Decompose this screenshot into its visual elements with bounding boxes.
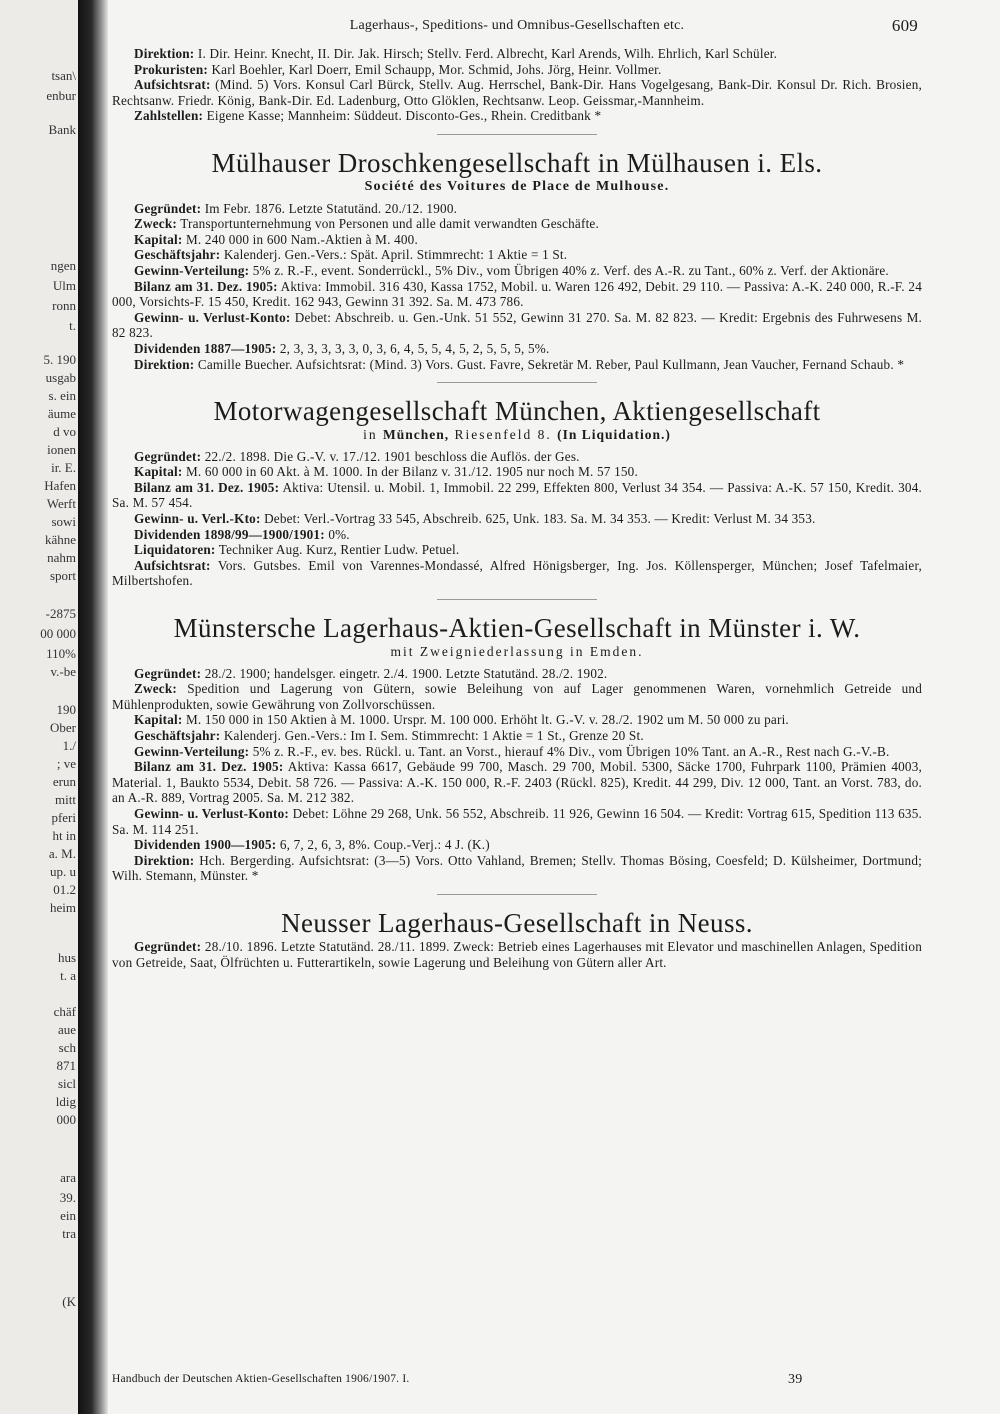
entry-paragraph <box>112 558 922 589</box>
field-text: Eigene Kasse; Mannheim: Süddeut. Disconto-Ges., Rhein. Creditbank * <box>206 108 602 124</box>
entry-paragraph <box>112 712 922 728</box>
page-footer <box>112 1372 812 1388</box>
field-text: Hch. Bergerding. Aufsichtsrat: (3—5) Vors. Otto Vahland, Bremen; Stellv. Thomas Bösing, Coesfeld; D. Külsheimer, Dortmund; Wilh. Stemann, Münster. * <box>112 852 923 884</box>
company-entry <box>112 907 922 970</box>
facing-page-fragment: ldig <box>55 1094 76 1109</box>
field-label: Gewinn- u. Verlust-Konto: <box>134 805 289 821</box>
facing-page-fragment: tsan\ <box>51 68 76 83</box>
company-title: Münstersche Lagerhaus-Aktien-Gesellschaft in Münster i. W. <box>173 613 861 644</box>
book-gutter <box>78 0 108 1414</box>
field-text: 6, 7, 2, 6, 3, 8%. Coup.-Verj.: 4 J. (K.) <box>279 837 490 853</box>
field-text: Techniker Aug. Kurz, Rentier Ludw. Petuel. <box>218 542 460 558</box>
field-text: 5% z. R.-F., ev. bes. Rückl. u. Tant. an Vorst., hierauf 4% Div., vom Übrigen 10% Tant. an A.-R., Rest nach G.-V.-B. <box>252 743 890 759</box>
facing-page-fragment: tra <box>62 1226 76 1241</box>
facing-page-fragment: hus <box>57 950 76 965</box>
facing-page-fragment: 190 <box>56 702 76 717</box>
field-text: Vors. Gutsbes. Emil von Varennes-Mondassé, Alfred Hönigsberger, Ing. Jos. Köllensperger, München; Josef Tafelmaier, Milbertshofen. <box>112 557 922 589</box>
facing-page-fragment: s. ein <box>48 388 76 403</box>
entry-paragraph <box>112 728 922 744</box>
field-label: Liquidatoren: <box>134 542 216 558</box>
facing-page-fragment: sch <box>58 1040 76 1055</box>
company-subtitle: Société des Voitures de Place de Mulhouse. <box>364 178 670 194</box>
field-label: Gewinn- u. Verlust-Konto: <box>134 309 291 325</box>
facing-page-fragment: t. <box>69 318 76 333</box>
facing-page-fragment: 00 000 <box>40 626 76 641</box>
entry-paragraph <box>112 527 922 543</box>
subtitle-address: Riesenfeld 8. <box>454 427 552 443</box>
facing-page-fragment: ngen <box>50 258 76 273</box>
field-text: M. 240 000 in 600 Nam.-Aktien à M. 400. <box>186 231 418 247</box>
field-label: Geschäftsjahr: <box>134 728 221 743</box>
separator <box>437 134 597 135</box>
field-label: Dividenden 1900—1905: <box>134 837 277 853</box>
field-label: Gewinn- u. Verl.-Kto: <box>134 511 261 527</box>
field-label: Gegründet: <box>134 938 202 954</box>
signature-mark: 39 <box>788 1372 803 1388</box>
facing-page-fragment: 871 <box>56 1058 76 1073</box>
facing-page-fragment: 110% <box>46 646 76 661</box>
field-label: Bilanz am 31. Dez. 1905: <box>134 278 278 294</box>
facing-page-fragment: d vo <box>53 424 76 439</box>
field-text: Aktiva: Kassa 6617, Gebäude 99 700, Masch. 29 700, Mobil. 5300, Säcke 1700, Fuhrpark 1100, Prämien 4003, Material. 1, Baukto 5534, Debit. 58 726. — Passiva: A.-K. 150 000, R.-F. 2403 (Rückl. 825), Kredit. 44 299, Div. 12 000, Tant. an Vorst. 783, do. an A.-R. 889, Vortrag 2005. Sa. M. 212 382. <box>112 759 923 806</box>
field-label: Gegründet: <box>134 665 202 681</box>
facing-page-fragment: -2875 <box>45 606 76 621</box>
entry-paragraph <box>112 666 922 682</box>
facing-page-fragment: sicl <box>57 1076 76 1091</box>
field-text: 28./10. 1896. Letzte Statutänd. 28./11. 1899. Zweck: Betrieb eines Lagerhauses mit Elevator und maschinellen Anlagen, Spedition von Getreide, Saat, Ölfrüchten u. Futterartikeln, sowie Lagerung und Beleihung von Gütern aller Art. <box>112 938 922 970</box>
field-text: Debet: Abschreib. u. Gen.-Unk. 51 552, Gewinn 31 270. Sa. M. 82 823. — Kredit: Ergebnis des Fuhrwesens M. 82 823. <box>112 309 922 341</box>
facing-page-fragment: 1./ <box>62 738 76 753</box>
field-text: M. 150 000 in 150 Aktien à M. 1000. Urspr. M. 100 000. Erhöht lt. G.-V. v. 28./2. 1902 um M. 50 000 zu pari. <box>186 712 789 728</box>
separator <box>437 599 597 600</box>
company-title: Neusser Lagerhaus-Gesellschaft in Neuss. <box>281 907 753 938</box>
field-text: M. 60 000 in 60 Akt. à M. 1000. In der Bilanz v. 31./12. 1905 nur noch M. 57 150. <box>186 464 638 480</box>
entry-paragraph <box>112 759 922 806</box>
entry-paragraph <box>112 939 922 970</box>
facing-page-fragment: nahm <box>47 550 76 565</box>
facing-page-fragment: 5. 190 <box>43 352 76 367</box>
field-label: Aufsichtsrat: <box>134 77 211 93</box>
field-label: Zweck: <box>134 681 177 697</box>
facing-page-fragment: chäf <box>53 1004 76 1019</box>
entry-paragraph <box>112 62 922 78</box>
entry-paragraph <box>112 201 922 217</box>
entry-paragraph <box>112 511 922 527</box>
facing-page-fragment: 000 <box>56 1112 76 1127</box>
facing-page-fragment: äume <box>47 406 76 421</box>
entry-paragraph <box>112 232 922 248</box>
facing-page-fragment: heim <box>50 900 76 915</box>
facing-page-fragment: ein <box>60 1208 76 1223</box>
page <box>112 18 922 1388</box>
entry-paragraph <box>112 46 922 62</box>
facing-page-fragment: ; ve <box>56 756 76 771</box>
company-subtitle <box>112 427 922 443</box>
field-text: 5% z. R.-F., event. Sonderrückl., 5% Div., vom Übrigen 40% z. Verf. des A.-R. zu Tant., 60% z. Verf. der Aktionäre. <box>252 262 889 278</box>
entry-paragraph <box>112 806 922 837</box>
entry-paragraph <box>112 310 922 341</box>
entry-paragraph <box>112 108 922 124</box>
entry-paragraph <box>112 681 922 712</box>
field-label: Dividenden 1898/99—1900/1901: <box>134 526 325 542</box>
field-label: Zahlstellen: <box>134 108 204 124</box>
entry-paragraph <box>112 247 922 263</box>
intro-block <box>112 46 922 124</box>
field-label: Bilanz am 31. Dez. 1905: <box>134 479 280 495</box>
field-label: Dividenden 1887—1905: <box>134 340 277 356</box>
facing-page-fragment: usgab <box>45 370 76 385</box>
facing-page-fragment: pferi <box>51 810 76 825</box>
facing-page-fragment: ht in <box>52 828 76 843</box>
field-text: Spedition und Lagerung von Gütern, sowie Beleihung von auf Lager genommenen Waren, vornehmlich Getreide und Mühlenprodukten, sowie Gewährung von Zollvorschüssen. <box>112 681 922 712</box>
facing-page-fragment: t. a <box>60 968 76 983</box>
subtitle-city: München, <box>382 427 450 443</box>
field-label: Prokuristen: <box>134 61 208 77</box>
entry-paragraph <box>112 357 922 373</box>
facing-page-text-fragments <box>0 0 78 1414</box>
field-label: Aufsichtsrat: <box>134 557 211 573</box>
entry-paragraph <box>112 77 922 108</box>
field-text: (Mind. 5) Vors. Konsul Carl Bürck, Stellv. Aug. Herrschel, Bank-Dir. Hans Vogelgesang, Bank-Dir. Konsul Dr. Rich. Brosien, Rechtsanw. Friedr. König, Bank-Dir. Ed. Ladenburg, Otto Glöklen, Rechtsanw. Leop. Geissmar,-Mannheim. <box>112 77 922 108</box>
field-label: Gewinn-Verteilung: <box>134 743 250 759</box>
field-text: Kalenderj. Gen.-Vers.: Im I. Sem. Stimmrecht: 1 Aktie = 1 St., Grenze 20 St. <box>223 728 644 743</box>
field-text: Camille Buecher. Aufsichtsrat: (Mind. 3) Vors. Gust. Favre, Sekretär M. Reber, Paul Kullmann, Jean Vaucher, Fernand Schaub. * <box>197 356 905 372</box>
facing-page-fragment: v.-be <box>50 664 76 679</box>
field-label: Direktion: <box>134 356 195 372</box>
field-text: 2, 3, 3, 3, 3, 3, 0, 3, 6, 4, 5, 5, 4, 5, 2, 5, 5, 5, 5%. <box>279 340 550 356</box>
field-text: 22./2. 1898. Die G.-V. v. 17./12. 1901 beschloss die Auflös. der Ges. <box>204 448 580 464</box>
facing-page-fragment: Ober <box>50 720 76 735</box>
facing-page-fragment: kähne <box>44 532 76 547</box>
field-label: Direktion: <box>134 46 195 61</box>
entry-paragraph <box>112 837 922 853</box>
subtitle-prefix: in <box>363 427 378 443</box>
entry-paragraph <box>112 853 922 884</box>
field-label: Direktion: <box>134 852 195 868</box>
facing-page-fragment: erun <box>52 774 76 789</box>
separator <box>437 382 597 383</box>
facing-page-fragment: enbur <box>46 88 76 103</box>
field-text: 28./2. 1900; handelsger. eingetr. 2./4. 1900. Letzte Statutänd. 28./2. 1902. <box>204 665 608 681</box>
page-number: 609 <box>891 16 918 35</box>
entry-paragraph <box>112 263 922 279</box>
company-title: Motorwagengesellschaft München, Aktiengesellschaft <box>213 396 821 427</box>
entry-paragraph <box>112 464 922 480</box>
facing-page-fragment: 39. <box>59 1190 76 1205</box>
entry-paragraph <box>112 216 922 232</box>
facing-page-fragment: ionen <box>47 442 76 457</box>
field-label: Gegründet: <box>134 200 202 216</box>
field-text: Aktiva: Immobil. 316 430, Kassa 1752, Mobil. u. Waren 126 492, Debit. 29 110. — Passiva: A.-K. 240 000, R.-F. 24 000, Vorsichts-F. 15 450, Kredit. 162 943, Gewinn 31 392. Sa. M. 473 786. <box>112 278 922 310</box>
field-label: Kapital: <box>134 231 183 247</box>
entry-paragraph <box>112 744 922 760</box>
facing-page-fragment: (K <box>62 1294 76 1309</box>
facing-page-fragment: sport <box>50 568 76 583</box>
entry-paragraph <box>112 480 922 511</box>
facing-page-fragment: ir. E. <box>51 460 76 475</box>
subtitle-status: (In Liquidation.) <box>557 427 671 443</box>
field-label: Bilanz am 31. Dez. 1905: <box>134 759 284 775</box>
field-text: 0%. <box>328 526 350 542</box>
field-text: Transportunternehmung von Personen und alle damit verwandten Geschäfte. <box>180 216 599 232</box>
field-text: Im Febr. 1876. Letzte Statutänd. 20./12. 1900. <box>204 200 458 216</box>
facing-page-fragment: Ulm <box>52 278 76 293</box>
facing-page-fragment: aue <box>57 1022 76 1037</box>
field-label: Gewinn-Verteilung: <box>134 262 250 278</box>
field-label: Gegründet: <box>134 448 202 464</box>
facing-page-fragment: ronn <box>52 298 76 313</box>
facing-page-fragment: Hafen <box>44 478 76 493</box>
running-head <box>112 18 922 46</box>
facing-page-fragment: sowi <box>51 514 76 529</box>
facing-page-fragment: up. u <box>50 864 76 879</box>
running-head-title: Lagerhaus-, Speditions- und Omnibus-Gesellschaften etc. <box>349 18 685 33</box>
company-entry <box>112 395 922 589</box>
facing-page-fragment: ara <box>60 1170 76 1185</box>
facing-page-fragment: 01.2 <box>53 882 76 897</box>
separator <box>437 894 597 895</box>
facing-page-fragment: a. M. <box>48 846 76 861</box>
field-label: Kapital: <box>134 464 183 480</box>
field-text: Debet: Verl.-Vortrag 33 545, Abschreib. 625, Unk. 183. Sa. M. 34 353. — Kredit: Verlust M. 34 353. <box>264 511 816 527</box>
field-label: Zweck: <box>134 216 177 232</box>
field-text: Karl Boehler, Karl Doerr, Emil Schaupp, Mor. Schmid, Johs. Jörg, Heinr. Vollmer. <box>211 61 662 77</box>
entry-paragraph <box>112 542 922 558</box>
facing-page-edge <box>0 0 78 1414</box>
company-entry <box>112 147 922 372</box>
entry-paragraph <box>112 449 922 465</box>
field-label: Kapital: <box>134 712 183 728</box>
facing-page-fragment: mitt <box>55 792 76 807</box>
footer-text: Handbuch der Deutschen Aktien-Gesellschaften 1906/1907. I. <box>112 1373 410 1386</box>
field-text: I. Dir. Heinr. Knecht, II. Dir. Jak. Hirsch; Stellv. Ferd. Albrecht, Karl Arends, Wilh. Ehrlich, Karl Schüler. <box>197 46 778 61</box>
field-label: Geschäftsjahr: <box>134 247 221 263</box>
company-entry <box>112 612 922 884</box>
entry-paragraph <box>112 279 922 310</box>
company-list <box>112 147 922 970</box>
facing-page-fragment: Bank <box>48 122 76 137</box>
company-title: Mülhauser Droschkengesellschaft in Mülhausen i. Els. <box>211 147 823 178</box>
field-text: Debet: Löhne 29 268, Unk. 56 552, Abschreib. 11 926, Gewinn 16 504. — Kredit: Vortrag 615, Spedition 113 635. Sa. M. 114 251. <box>112 805 923 837</box>
facing-page-fragment: Werft <box>46 496 76 511</box>
entry-paragraph <box>112 341 922 357</box>
field-text: Aktiva: Utensil. u. Mobil. 1, Immobil. 22 299, Effekten 800, Verlust 34 354. — Passiva: A.-K. 57 150, Kredit. 304. Sa. M. 57 454. <box>112 479 922 511</box>
field-text: Kalenderj. Gen.-Vers.: Spät. April. Stimmrecht: 1 Aktie = 1 St. <box>223 247 568 263</box>
company-subtitle: mit Zweigniederlassung in Emden. <box>390 644 644 660</box>
